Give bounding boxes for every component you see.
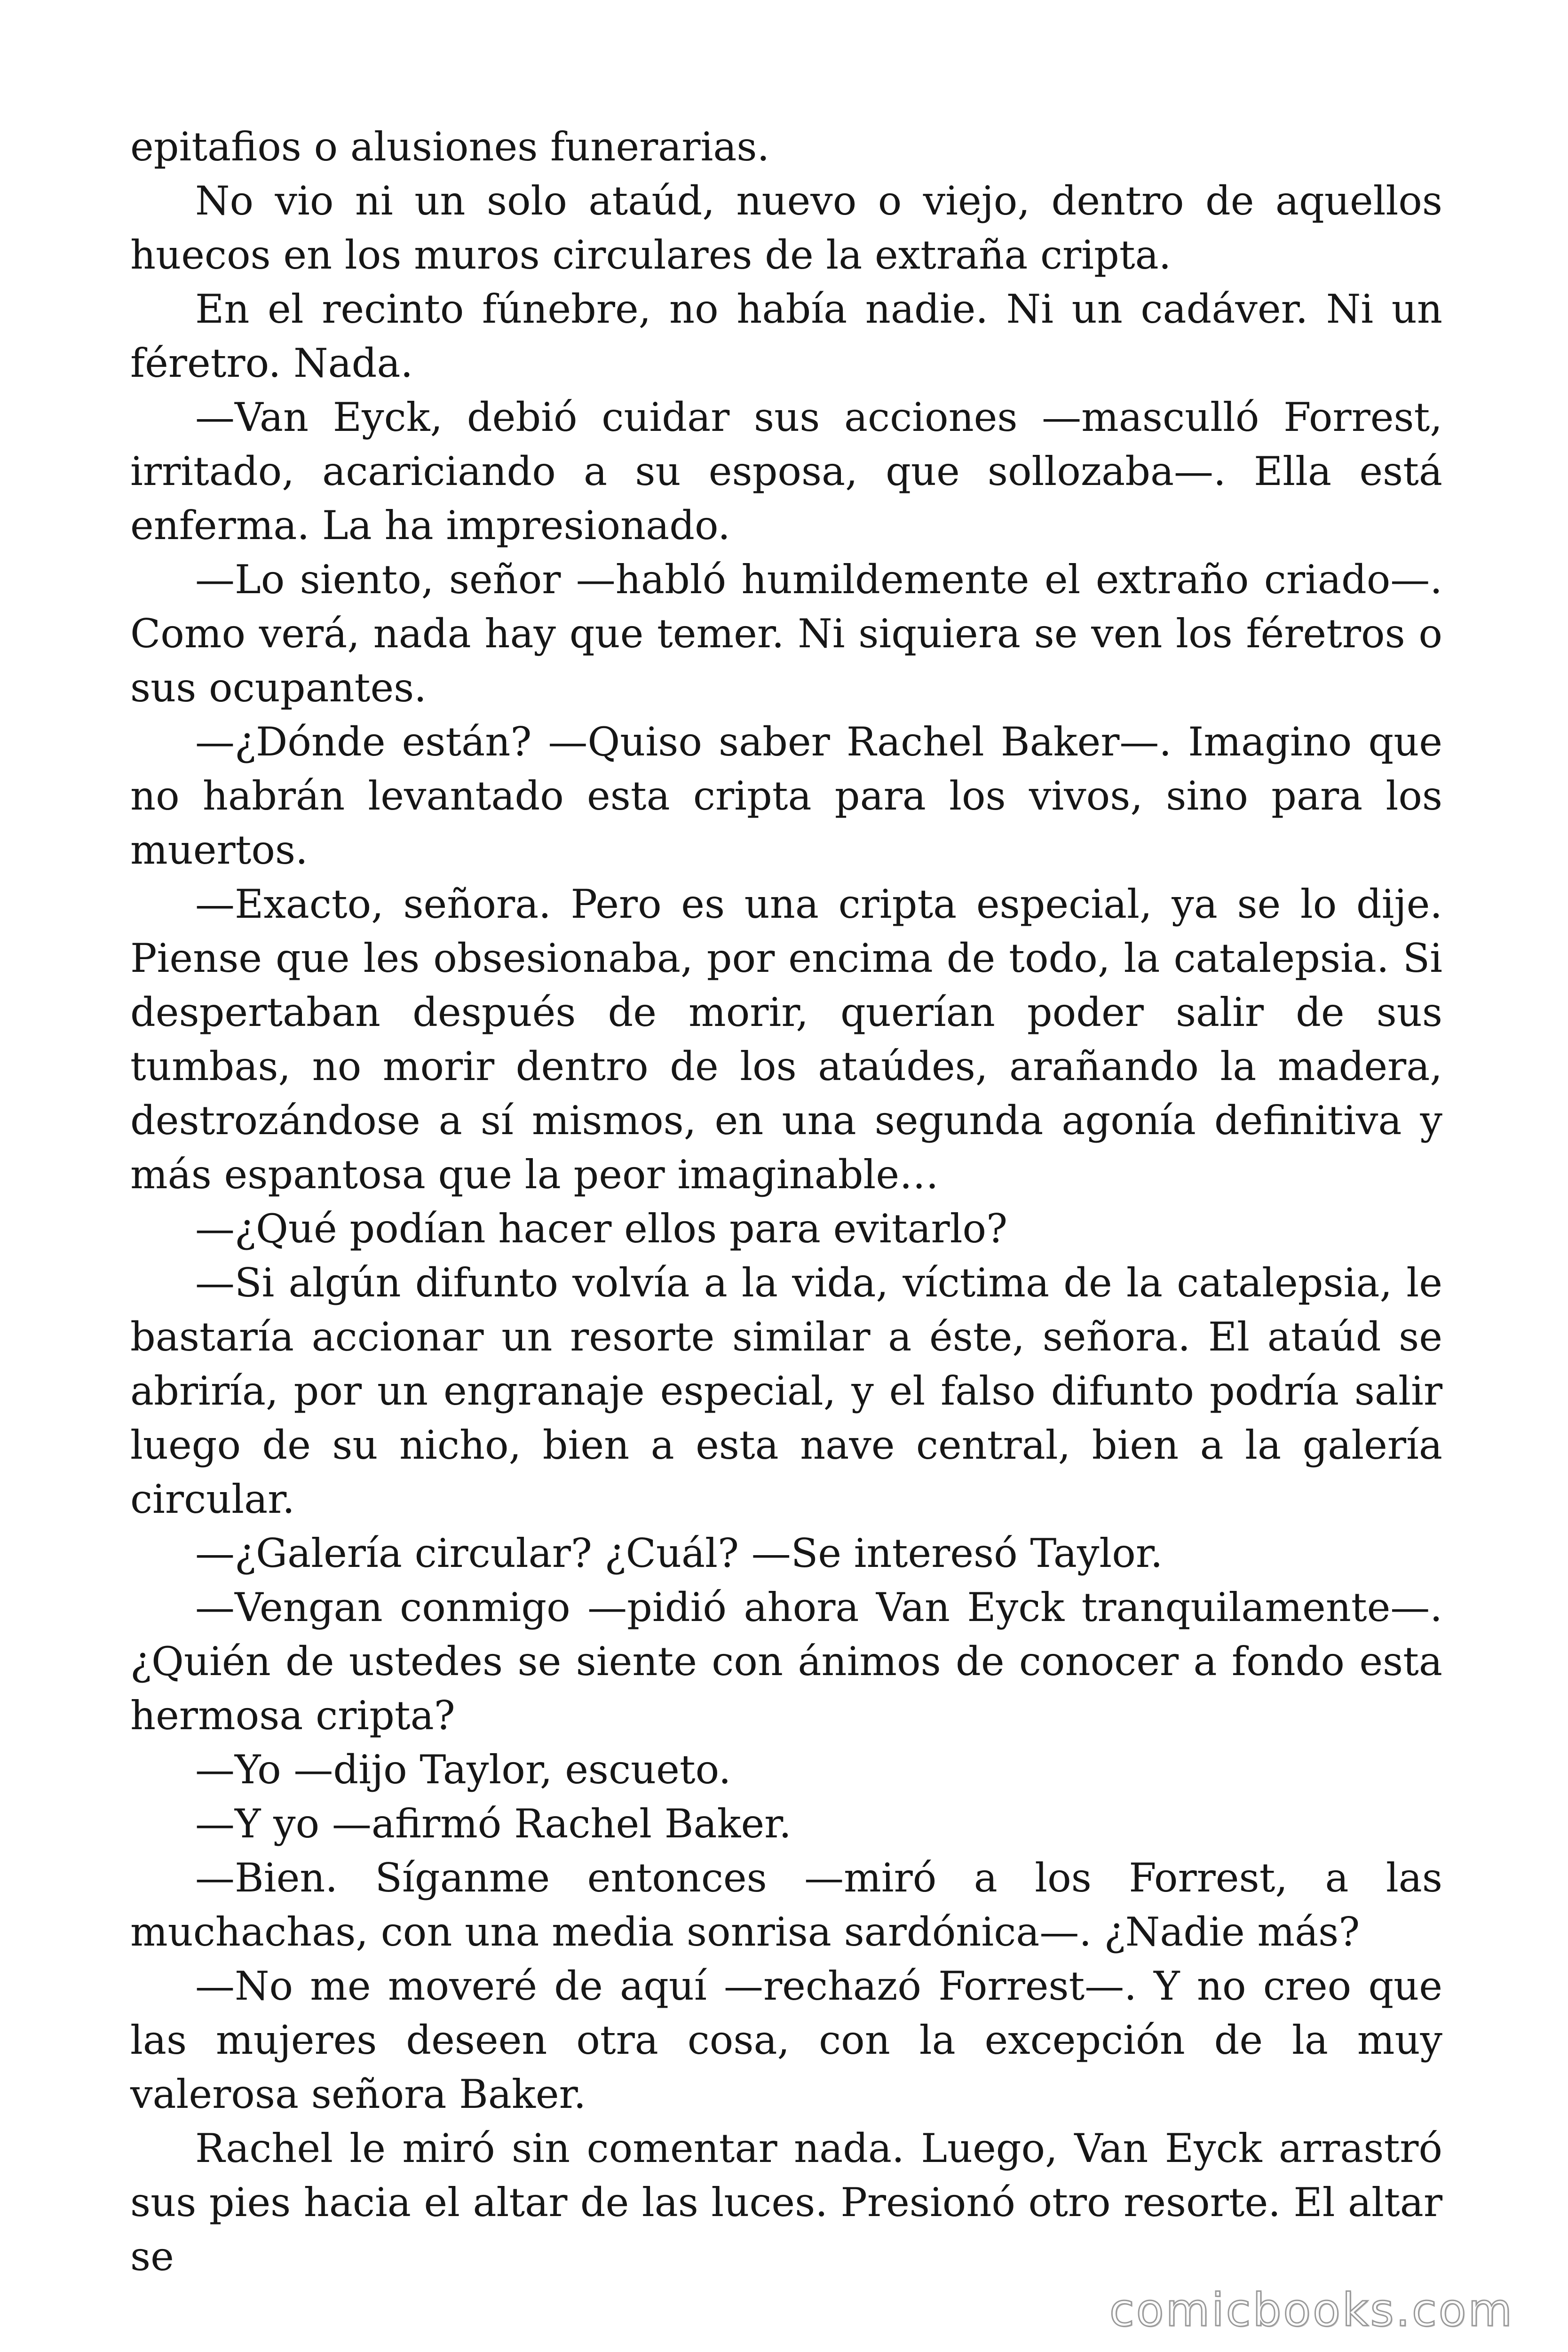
paragraph: —Van Eyck, debió cuidar sus acciones —masculló Forrest, irritado, acariciando a su esposa, que sollozaba—. Ella está enferma. La ha impresionado.: [130, 394, 1442, 548]
paragraph: —¿Dónde están? —Quiso saber Rachel Baker—. Imagino que no habrán levantado esta cripta para los vivos, sino para los muertos.: [130, 719, 1442, 873]
paragraph: En el recinto fúnebre, no había nadie. Ni un cadáver. Ni un féretro. Nada.: [130, 286, 1442, 386]
paragraph: —Lo siento, señor —habló humildemente el extraño criado—. Como verá, nada hay que temer. Ni siquiera se ven los féretros o sus ocupantes.: [130, 556, 1442, 711]
paragraph: —Yo —dijo Taylor, escueto.: [195, 1747, 731, 1793]
paragraph: —¿Galería circular? ¿Cuál? —Se interesó Taylor.: [195, 1530, 1163, 1576]
paragraph: No vio ni un solo ataúd, nuevo o viejo, dentro de aquellos huecos en los muros circulares de la extraña cripta.: [130, 178, 1442, 278]
paragraph: epitafios o alusiones funerarias.: [130, 124, 770, 170]
body-text: [130, 120, 1442, 2284]
paragraph: —Si algún difunto volvía a la vida, víctima de la catalepsia, le bastaría accionar un resorte similar a éste, señora. El ataúd se abriría, por un engranaje especial, y el falso difunto podría salir luego de su nicho, bien a esta nave central, bien a la galería circular.: [130, 1260, 1442, 1522]
paragraph: —No me moveré de aquí —rechazó Forrest—. Y no creo que las mujeres deseen otra cosa, con la excepción de la muy valerosa señora Baker.: [130, 1963, 1442, 2117]
paragraph: —Y yo —afirmó Rachel Baker.: [195, 1801, 792, 1847]
paragraph: Rachel le miró sin comentar nada. Luego, Van Eyck arrastró sus pies hacia el altar de las luces. Presionó otro resorte. El altar se: [130, 2125, 1442, 2280]
paragraph: —¿Qué podían hacer ellos para evitarlo?: [195, 1206, 1008, 1252]
paragraph: —Vengan conmigo —pidió ahora Van Eyck tranquilamente—. ¿Quién de ustedes se siente con ánimos de conocer a fondo esta hermosa cripta?: [130, 1584, 1442, 1739]
watermark: comicbooks.com: [1109, 2284, 1514, 2336]
paragraph: —Bien. Síganme entonces —miró a los Forrest, a las muchachas, con una media sonrisa sardónica—. ¿Nadie más?: [130, 1855, 1442, 1955]
paragraph: —Exacto, señora. Pero es una cripta especial, ya se lo dije. Piense que les obsesionaba, por encima de todo, la catalepsia. Si despertaban después de morir, querían poder salir de sus tumbas, no morir dentro de los ataúdes, arañando la madera, destrozándose a sí mismos, en una segunda agonía definitiva y más espantosa que la peor imaginable…: [130, 881, 1442, 1198]
